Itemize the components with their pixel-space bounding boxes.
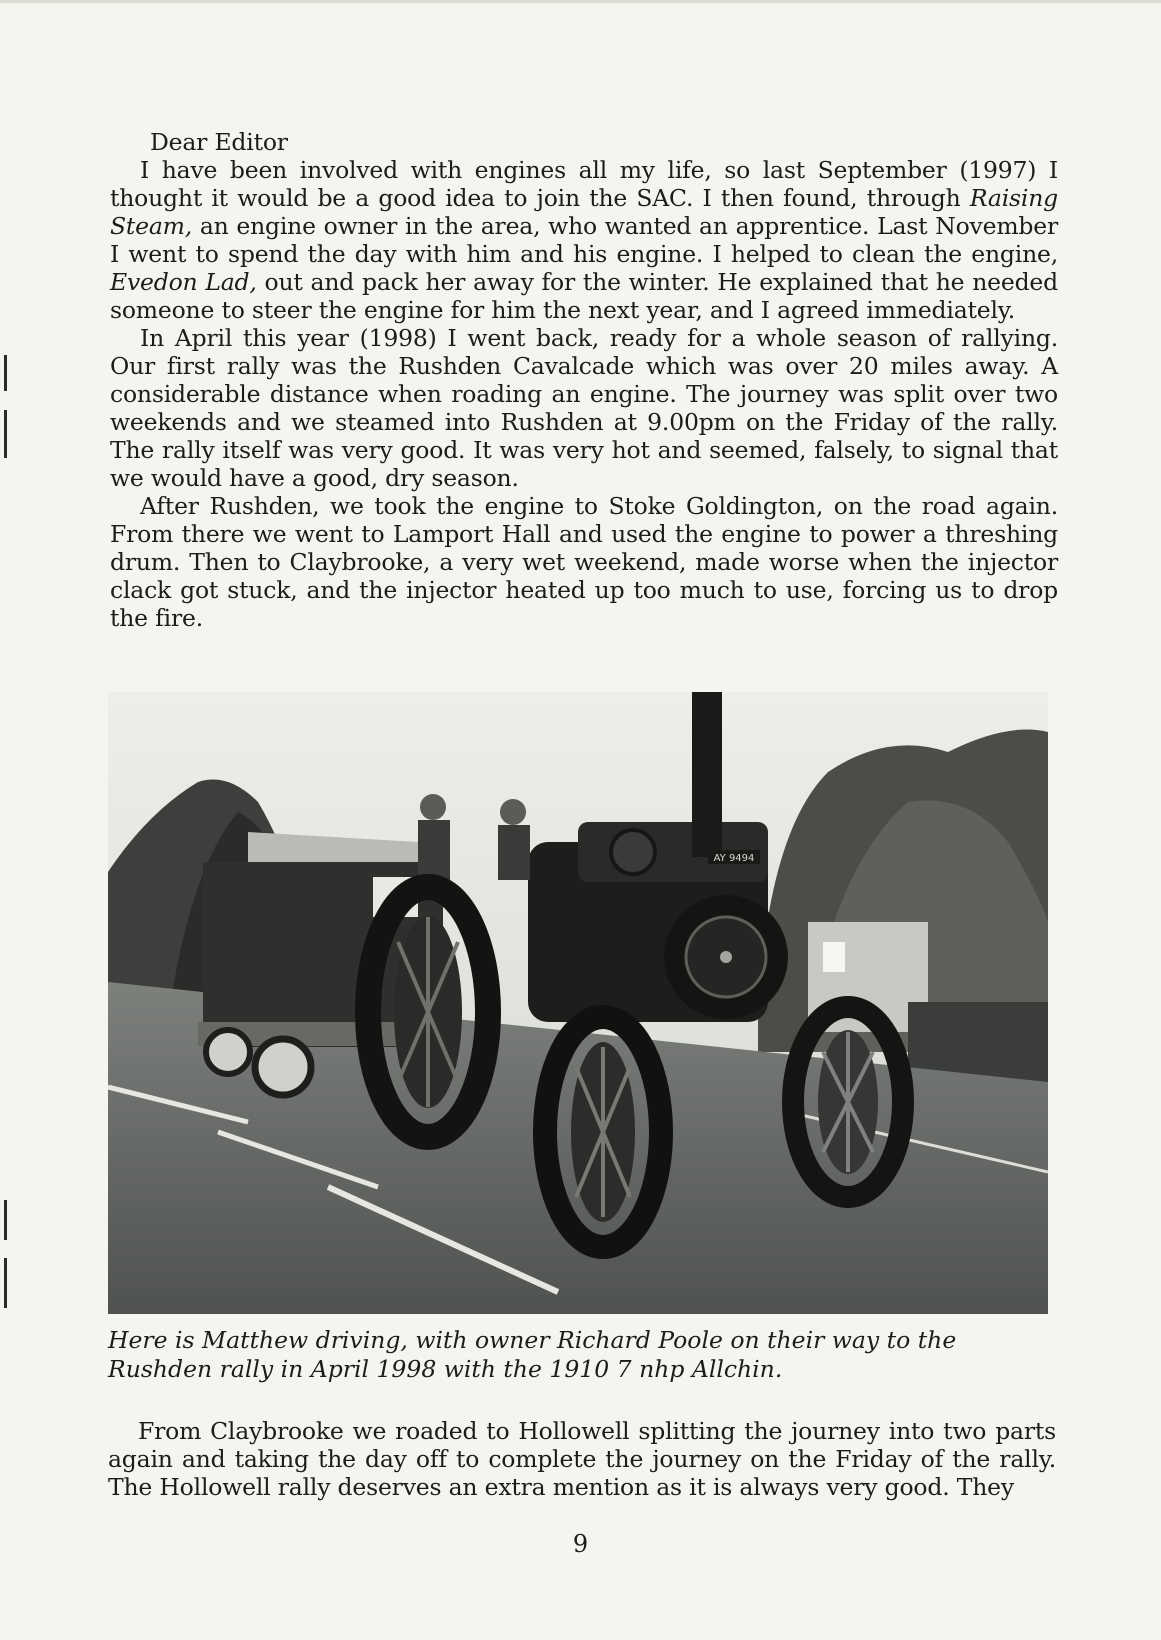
binding-mark-lower: [4, 1200, 7, 1240]
letter-greeting: Dear Editor: [150, 128, 288, 156]
binding-mark-upper-2: [4, 410, 7, 458]
traction-engine-photo: [108, 692, 1048, 1314]
paragraph-1-text-c: out and pack her away for the winter. He explained that he needed someone to steer the engine for him the next year, and I agreed immediately.: [110, 268, 1058, 324]
paragraph-1: [110, 156, 1058, 324]
paragraph-4: From Claybrooke we roaded to Hollowell splitting the journey into two parts again and taking the day off to complete the journey on the Friday of the rally. The Hollowell rally deserves an extra mention as it is always very good. They: [108, 1417, 1056, 1501]
letter-top: [110, 128, 1058, 632]
paragraph-1-text-b: an engine owner in the area, who wanted an apprentice. Last November I went to spend the day with him and his engine. I helped to clean the engine,: [110, 212, 1058, 268]
letter-continued: [108, 1417, 1056, 1501]
page-number: 9: [572, 1530, 589, 1558]
page-top-edge: [0, 0, 1161, 3]
paragraph-3: After Rushden, we took the engine to Stoke Goldington, on the road again. From there we went to Lamport Hall and used the engine to power a threshing drum. Then to Claybrooke, a very wet weekend, made worse when the injector clack got stuck, and the injector heated up too much to use, forcing us to drop the fire.: [110, 492, 1058, 632]
photo-illustration: [108, 692, 1048, 1314]
paragraph-1-italic-raising-steam: Raising Steam,: [110, 184, 1058, 240]
paragraph-1-text-a: I have been involved with engines all my life, so last September (1997) I thought it would be a good idea to join the SAC. I then found, through: [110, 156, 1058, 212]
binding-mark-lower-2: [4, 1258, 7, 1308]
paragraph-2: In April this year (1998) I went back, ready for a whole season of rallying. Our first rally was the Rushden Cavalcade which was over 20 miles away. A considerable distance when roading an engine. The journey was split over two weekends and we steamed into Rushden at 9.00pm on the Friday of the rally. The rally itself was very good. It was very hot and seemed, falsely, to signal that we would have a good, dry season.: [110, 324, 1058, 492]
photo-caption: Here is Matthew driving, with owner Richard Poole on their way to the Rushden rally in April 1998 with the 1910 7 nhp Allchin.: [108, 1326, 957, 1383]
paragraph-1-italic-evedon-lad: Evedon Lad,: [110, 268, 257, 296]
binding-mark-upper: [4, 355, 7, 391]
engine-number-plate: AY 9494: [713, 853, 755, 864]
